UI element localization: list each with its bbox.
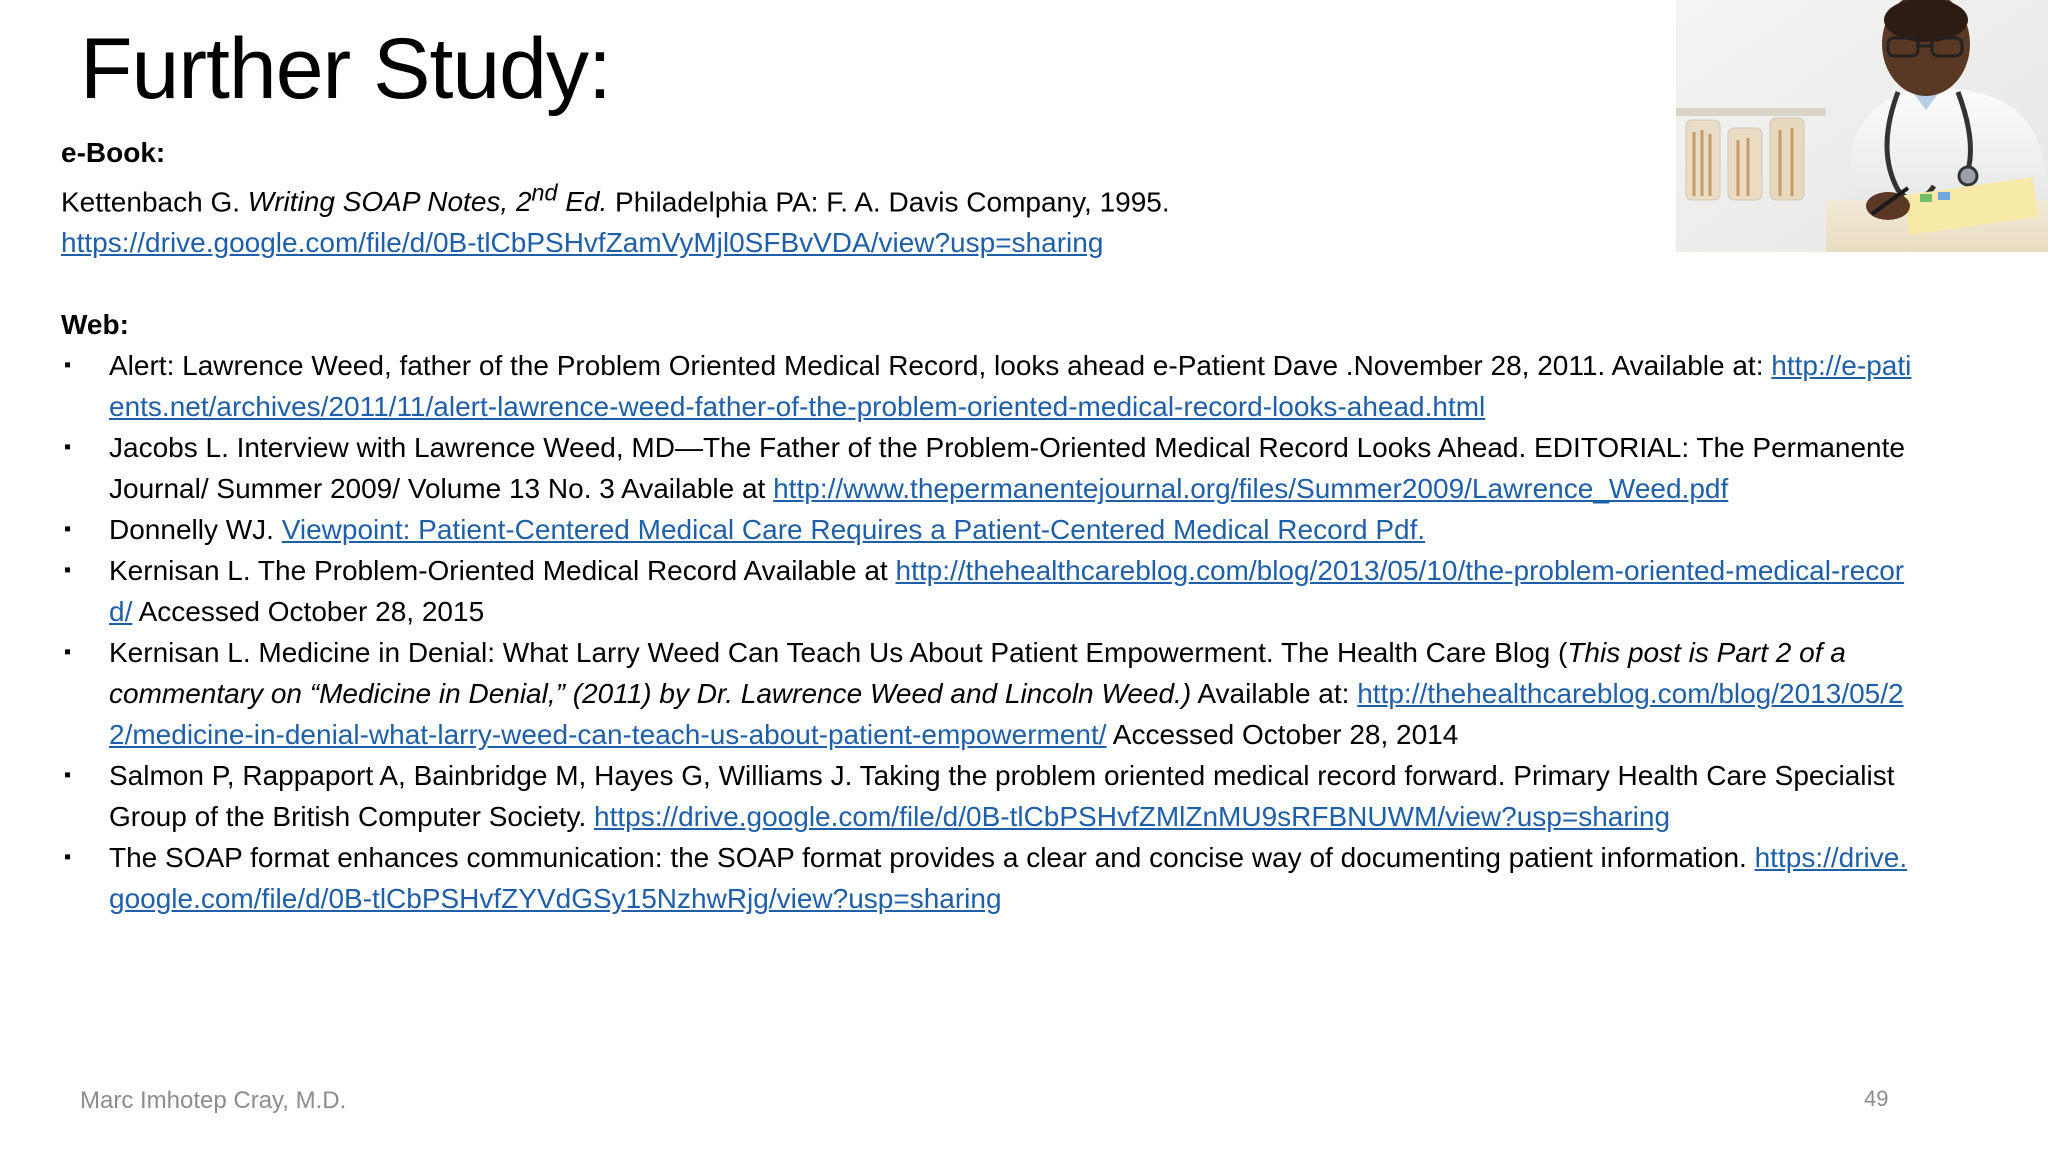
reference-text: Kernisan L. The Problem-Oriented Medical Record Available at: [109, 555, 896, 587]
reference-text-available: Available at:: [1191, 678, 1358, 710]
ebook-link[interactable]: https://drive.google.com/file/d/0B-tlCbPSHvfZamVyMjl0SFBvVDA/view?usp=sharing: [61, 227, 1104, 259]
section-spacer: [61, 263, 1921, 304]
ebook-label: e-Book:: [61, 137, 166, 168]
reference-accessed: Accessed October 28, 2015: [132, 596, 485, 628]
ebook-title-edition: Ed.: [557, 186, 608, 218]
reference-link[interactable]: http://e-patients.net/archives/2011/11/alert-lawrence-weed-father-of-the-problem-oriented-medical-record-looks-ahead.html: [109, 350, 1912, 423]
ebook-publisher: Philadelphia PA: F. A. Davis Company, 1995.: [607, 186, 1170, 218]
list-item: [61, 427, 1921, 509]
list-item: [61, 550, 1921, 632]
references-content: [61, 132, 1921, 919]
reference-link[interactable]: http://thehealthcareblog.com/blog/2013/05/10/the-problem-oriented-medical-record/: [109, 555, 1905, 628]
bullet-icon: ▪: [64, 764, 72, 787]
list-item: [61, 345, 1921, 427]
ebook-title: Writing SOAP Notes, 2: [247, 186, 532, 218]
bullet-icon: ▪: [64, 641, 72, 664]
web-label: Web:: [61, 309, 129, 341]
web-references-list: [61, 345, 1921, 919]
slide-title: Further Study:: [80, 21, 611, 117]
list-item: [61, 632, 1921, 755]
reference-link[interactable]: https://drive.google.com/file/d/0B-tlCbPSHvfZMlZnMU9sRFBNUWM/view?usp=sharing: [594, 801, 1671, 833]
reference-link[interactable]: https://drive.google.com/file/d/0B-tlCbPSHvfZYVdGSy15NzhwRjg/view?usp=sharing: [109, 842, 1908, 915]
page-number: 49: [1864, 1086, 1889, 1111]
list-item: [61, 509, 1921, 550]
reference-text: Kernisan L. Medicine in Denial: What Larry Weed Can Teach Us About Patient Empowerment. The Health Care Blog (: [109, 637, 1568, 669]
ebook-citation: [61, 173, 1921, 222]
ebook-title-sup: nd: [531, 180, 558, 206]
reference-accessed: Accessed October 28, 2014: [1106, 719, 1459, 751]
reference-link[interactable]: http://thehealthcareblog.com/blog/2013/05/22/medicine-in-denial-what-larry-weed-can-teach-us-about-patient-empowerment/: [109, 678, 1904, 751]
bullet-icon: ▪: [64, 518, 72, 541]
bullet-icon: ▪: [64, 354, 72, 377]
list-item: [61, 837, 1921, 919]
bullet-icon: ▪: [64, 436, 72, 459]
reference-text: Jacobs L. Interview with Lawrence Weed, MD—The Father of the Problem-Oriented Medical Record Looks Ahead. EDITORIAL: The Permanente Journal/ Summer 2009/ Volume 13 No. 3 Available at: [109, 432, 1905, 505]
reference-text: Salmon P, Rappaport A, Bainbridge M, Hayes G, Williams J. Taking the problem oriented medical record forward. Primary Health Care Specialist Group of the British Computer Society.: [109, 760, 1895, 833]
list-item: [61, 755, 1921, 837]
reference-text: Donnelly WJ.: [109, 514, 282, 546]
reference-text: The SOAP format enhances communication: the SOAP format provides a clear and concise way of documenting patient information.: [109, 842, 1755, 874]
bullet-icon: ▪: [64, 559, 72, 582]
reference-link[interactable]: Viewpoint: Patient-Centered Medical Care Requires a Patient-Centered Medical Record Pdf.: [281, 514, 1426, 546]
reference-italic-note: This post is Part 2 of a commentary on “Medicine in Denial,” (2011) by Dr. Lawrence Weed and Lincoln Weed.): [109, 637, 1846, 710]
bullet-icon: ▪: [64, 846, 72, 869]
ebook-author: Kettenbach G.: [61, 186, 248, 218]
footer-author: Marc Imhotep Cray, M.D.: [80, 1087, 347, 1114]
reference-text: Alert: Lawrence Weed, father of the Problem Oriented Medical Record, looks ahead e-Patient Dave .November 28, 2011. Available at:: [109, 350, 1772, 382]
reference-link[interactable]: http://www.thepermanentejournal.org/files/Summer2009/Lawrence_Weed.pdf: [773, 473, 1729, 505]
